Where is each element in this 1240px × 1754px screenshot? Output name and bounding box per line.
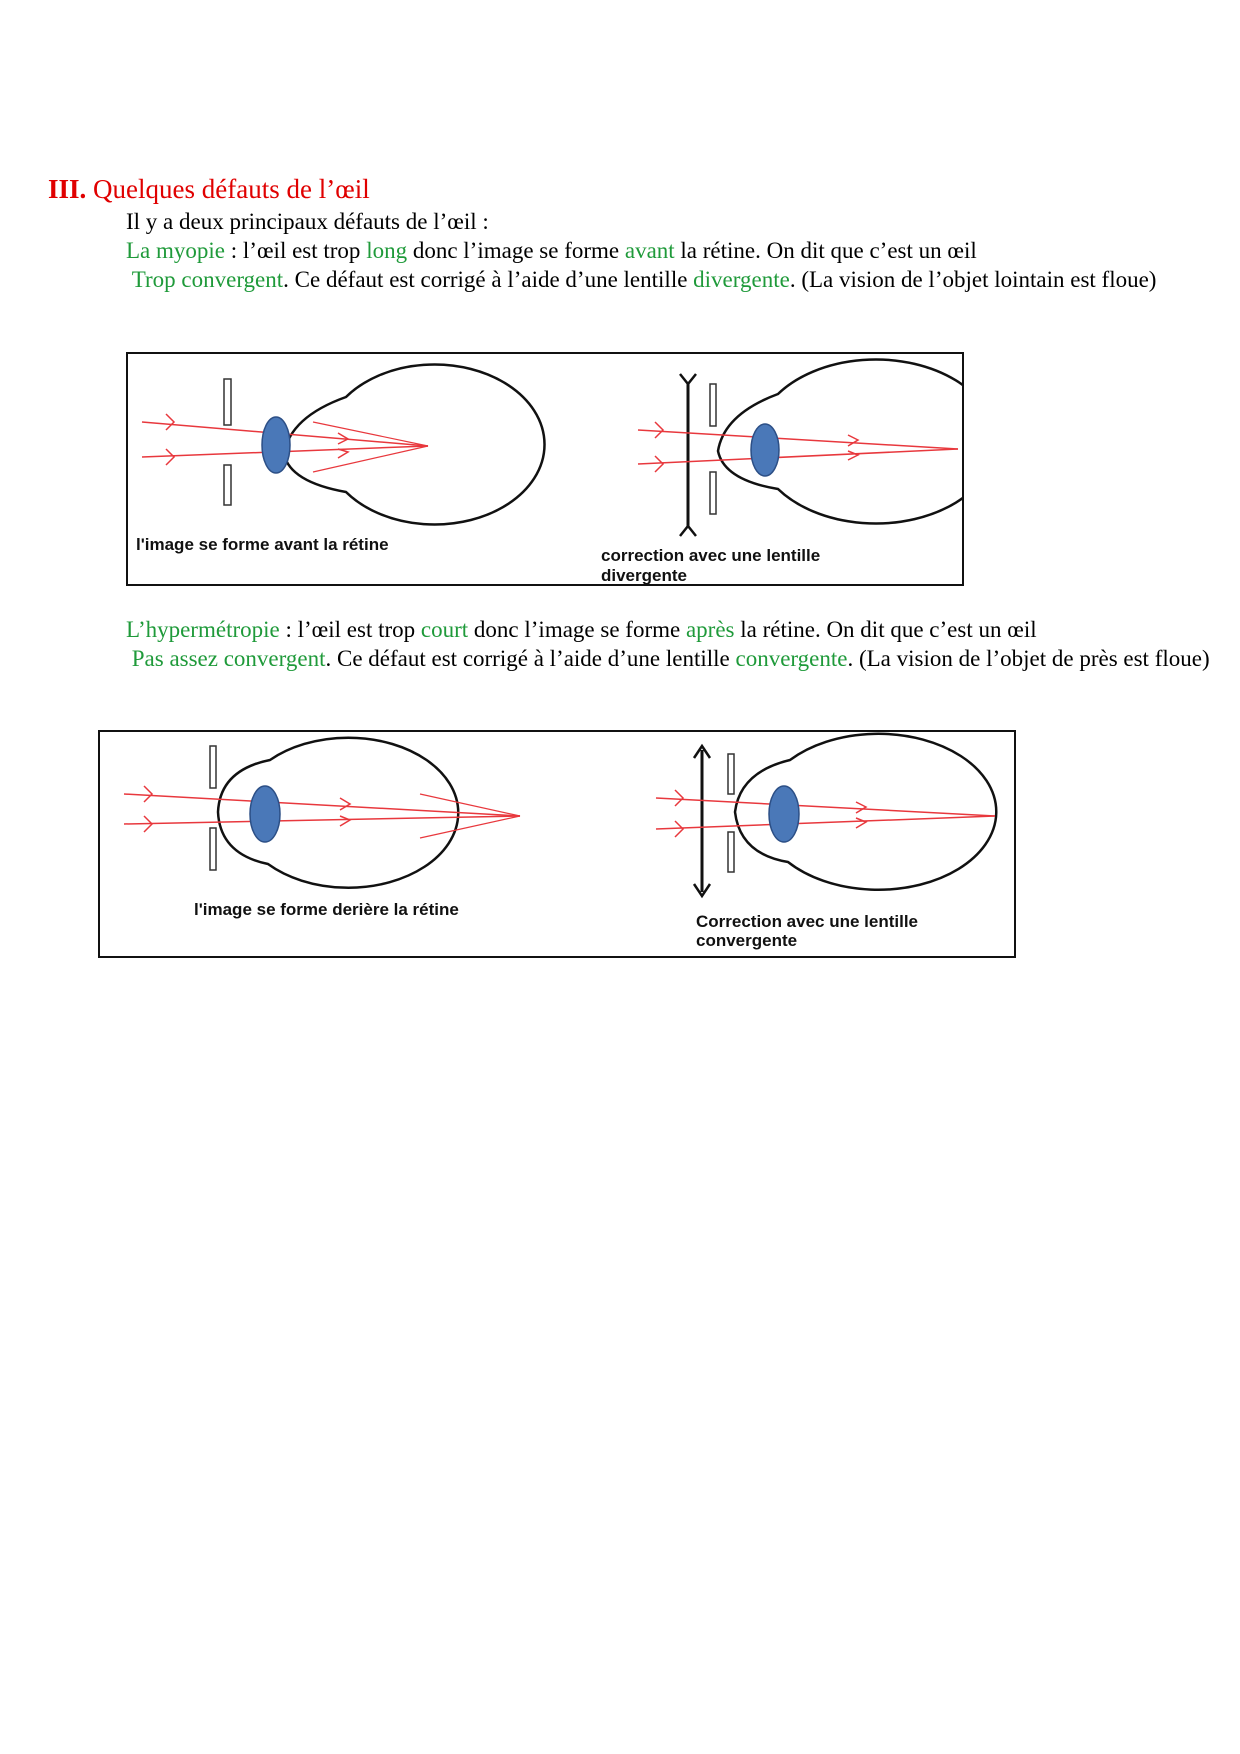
text-segment: la rétine. On dit que c’est un œil [734, 617, 1037, 642]
keyword-pas-assez-convergent: Pas assez convergent [131, 646, 326, 671]
eye-right-corrected [638, 360, 962, 537]
hyperopia-figure [98, 730, 1016, 958]
keyword-court: court [420, 617, 469, 642]
text-segment: . (La vision de l’objet de près est floue) [847, 646, 1210, 671]
keyword-avant: avant [624, 238, 675, 263]
hyperopia-term: L’hypermétropie [126, 617, 280, 642]
caption-correction-convergent-1: Correction avec une lentille [696, 912, 919, 931]
divergent-lens-icon [680, 374, 696, 536]
text-segment: . (La vision de l’objet lointain est floue) [789, 267, 1157, 292]
text-segment: : l’œil est trop [225, 238, 367, 263]
text-segment: . Ce défaut est corrigé à l’aide d’une lentille [325, 646, 736, 671]
text-segment: donc l’image se forme [407, 238, 625, 263]
text-segment: . Ce défaut est corrigé à l’aide d’une lentille [283, 267, 694, 292]
keyword-divergente: divergente [693, 267, 790, 292]
caption-myopia: l'image se forme avant la rétine [136, 535, 389, 554]
caption-correction-divergent-1: correction avec une lentille [601, 546, 821, 565]
text-segment: donc l’image se forme [468, 617, 686, 642]
text-segment: : l’œil est trop [279, 617, 421, 642]
eye-left [142, 365, 545, 525]
keyword-convergente: convergente [735, 646, 848, 671]
keyword-apres: après [685, 617, 735, 642]
caption-correction-convergent-2: convergente [696, 931, 798, 950]
eye-right-corrected [656, 734, 996, 896]
myopia-figure [126, 352, 964, 586]
intro-text: Il y a deux principaux défauts de l’œil : [126, 209, 489, 234]
keyword-trop-convergent: Trop convergent [131, 267, 284, 292]
myopia-paragraph [126, 236, 1216, 294]
eye-left [124, 738, 520, 888]
section-heading [48, 174, 370, 205]
keyword-long: long [366, 238, 408, 263]
section-number: III. [48, 174, 87, 204]
hyperopia-paragraph [126, 615, 1216, 673]
caption-hyperopia: l'image se forme derière la rétine [194, 900, 459, 919]
text-segment: la rétine. On dit que c’est un œil [674, 238, 977, 263]
section-title: Quelques défauts de l’œil [93, 174, 370, 204]
convergent-lens-icon [694, 746, 710, 896]
caption-correction-divergent-2: divergente [601, 566, 687, 585]
myopia-term: La myopie [126, 238, 225, 263]
